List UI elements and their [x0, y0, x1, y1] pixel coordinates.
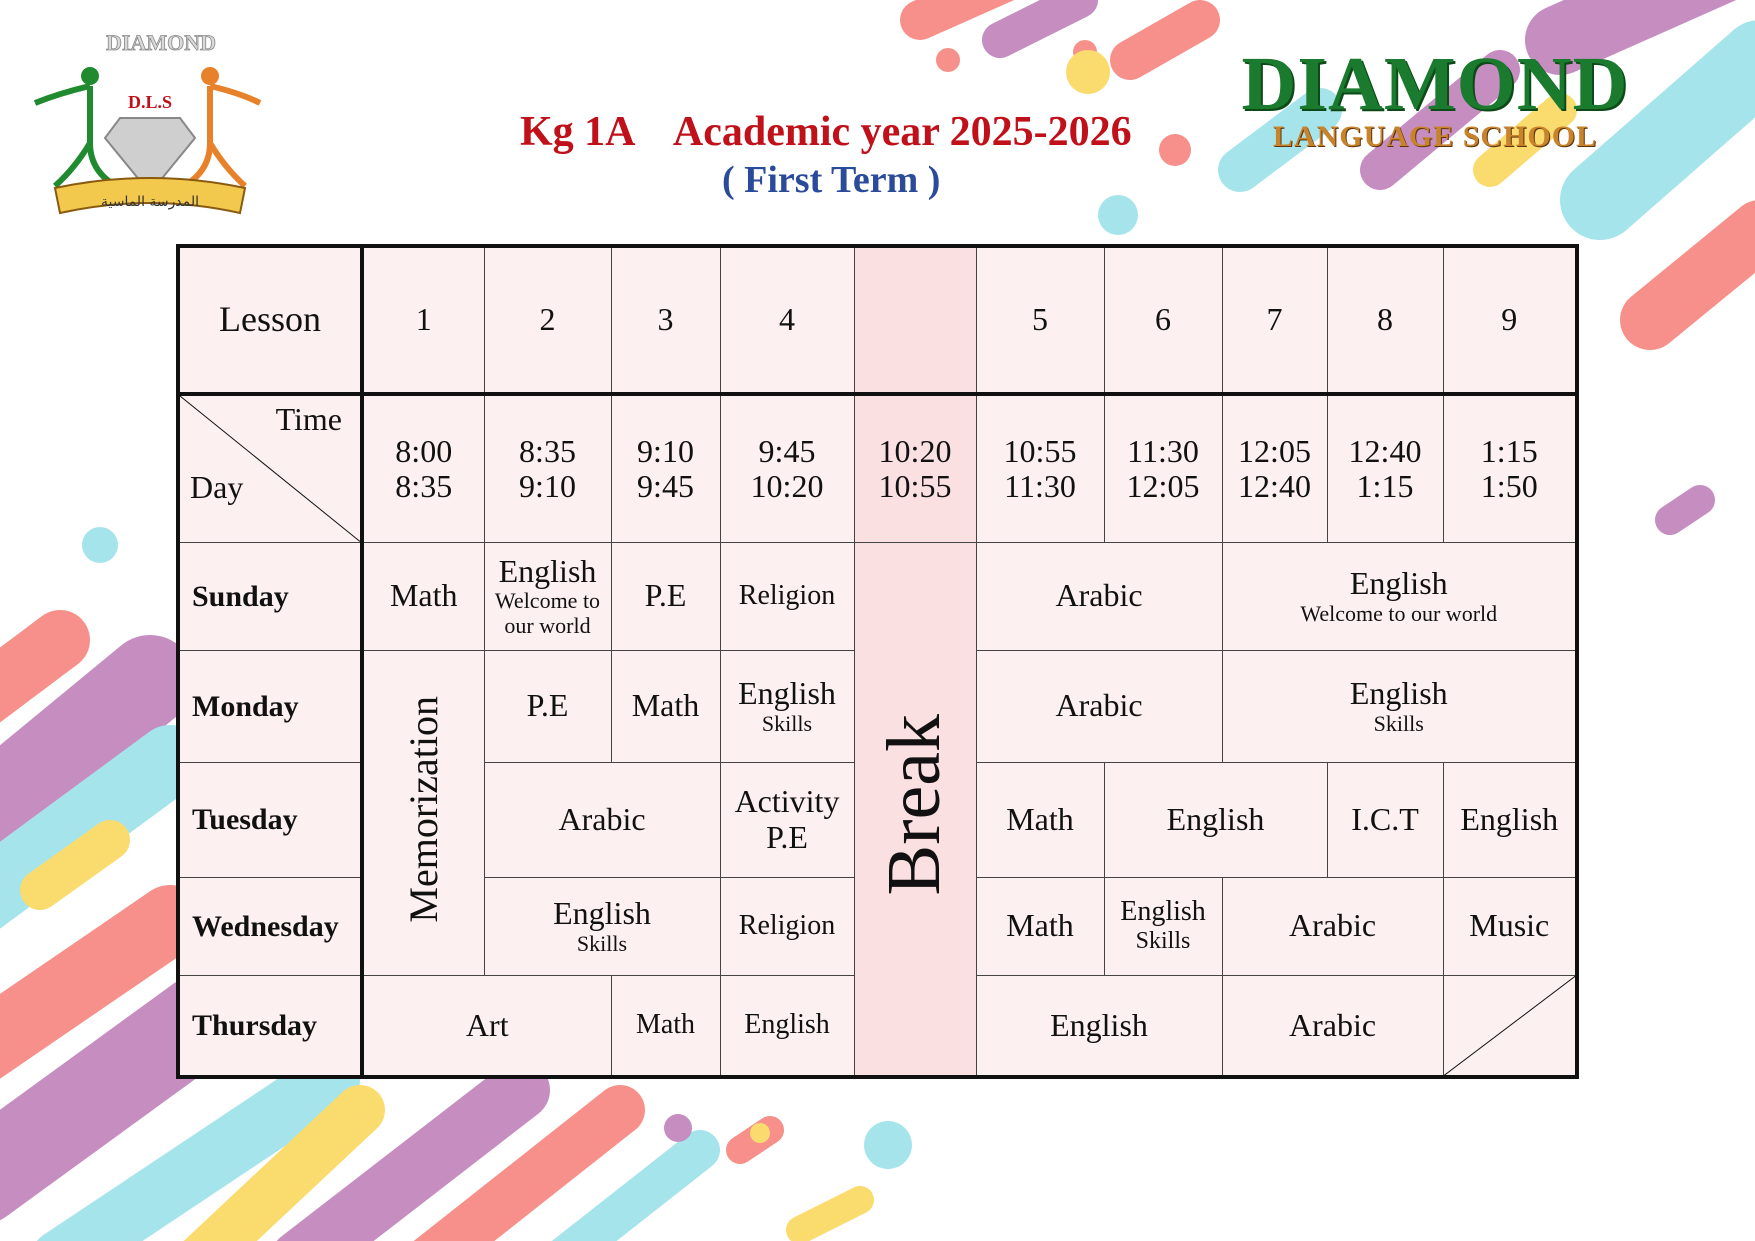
subject-cell: English Skills	[720, 650, 854, 762]
day-name: Thursday	[178, 975, 362, 1077]
lesson-number: 1	[362, 246, 484, 394]
lesson-number: 6	[1104, 246, 1222, 394]
lesson-number: 8	[1327, 246, 1443, 394]
day-name: Tuesday	[178, 762, 362, 877]
subject-cell: Music	[1443, 877, 1577, 975]
subject-cell: Art	[362, 975, 611, 1077]
lesson-header-row	[178, 246, 1577, 394]
subject-cell: English Skills	[484, 877, 720, 975]
subject-cell: Math	[976, 762, 1104, 877]
brand-subtitle: LANGUAGE SCHOOL	[1272, 120, 1598, 153]
lesson-number: 7	[1222, 246, 1327, 394]
timetable	[176, 244, 1579, 1079]
subject-cell: Religion	[720, 542, 854, 650]
lesson-number: 3	[611, 246, 720, 394]
lesson-number: 5	[976, 246, 1104, 394]
break-column	[854, 542, 976, 1077]
subject-cell: English Welcome to our world	[484, 542, 611, 650]
day-label: Day	[190, 469, 244, 506]
time-label: Time	[275, 401, 342, 437]
time-slot: 12:05 12:40	[1222, 394, 1327, 542]
subject-cell: Activity P.E	[720, 762, 854, 877]
memorization-cell: Memorization	[362, 650, 484, 975]
subject-cell: English Skills	[1222, 650, 1577, 762]
subject-cell: P.E	[611, 542, 720, 650]
subject-cell: English	[1443, 762, 1577, 877]
subject-cell: Math	[611, 650, 720, 762]
lesson-label: Lesson	[178, 246, 362, 394]
time-slot: 9:10 9:45	[611, 394, 720, 542]
time-slot: 9:45 10:20	[720, 394, 854, 542]
time-slot: 8:35 9:10	[484, 394, 611, 542]
svg-text:D.L.S: D.L.S	[127, 92, 173, 112]
break-header	[854, 246, 976, 394]
break-time-slot: 10:20 10:55	[854, 394, 976, 542]
svg-text:DIAMOND: DIAMOND	[106, 30, 216, 55]
subject-cell: Religion	[720, 877, 854, 975]
svg-text:المدرسة الماسية: المدرسة الماسية	[100, 194, 200, 210]
subject-cell: Math	[976, 877, 1104, 975]
empty-slot-diagonal	[1444, 976, 1576, 1076]
day-name: Wednesday	[178, 877, 362, 975]
subject-cell: English	[720, 975, 854, 1077]
day-row-sunday	[178, 542, 1577, 650]
time-row	[178, 394, 1577, 542]
subject-cell: Arabic	[1222, 877, 1443, 975]
subject-cell: English Skills	[1104, 877, 1222, 975]
lesson-number: 2	[484, 246, 611, 394]
subject-cell: English Welcome to our world	[1222, 542, 1577, 650]
subject-cell: Math	[362, 542, 484, 650]
time-slot: 1:15 1:50	[1443, 394, 1577, 542]
subject-cell: I.C.T	[1327, 762, 1443, 877]
subject-cell: P.E	[484, 650, 611, 762]
subject-cell: English	[976, 975, 1222, 1077]
school-logo	[30, 28, 292, 238]
lesson-number: 9	[1443, 246, 1577, 394]
time-slot: 8:00 8:35	[362, 394, 484, 542]
brand-name: DIAMOND	[1241, 42, 1629, 126]
time-slot: 10:55 11:30	[976, 394, 1104, 542]
brand-wordmark	[1225, 42, 1645, 154]
subject-cell: Math	[611, 975, 720, 1077]
day-name: Monday	[178, 650, 362, 762]
time-day-corner	[178, 394, 362, 542]
empty-slot	[1443, 975, 1577, 1077]
subject-cell: Arabic	[1222, 975, 1443, 1077]
break-label: Break	[872, 714, 957, 896]
page-title: Kg 1A Academic year 2025-2026	[520, 109, 1132, 155]
subject-cell: Arabic	[976, 650, 1222, 762]
time-slot: 11:30 12:05	[1104, 394, 1222, 542]
day-name: Sunday	[178, 542, 362, 650]
subject-cell: English	[1104, 762, 1327, 877]
time-slot: 12:40 1:15	[1327, 394, 1443, 542]
subject-cell: Arabic	[484, 762, 720, 877]
subject-cell: Arabic	[976, 542, 1222, 650]
term-subtitle: ( First Term )	[722, 159, 941, 201]
lesson-number: 4	[720, 246, 854, 394]
